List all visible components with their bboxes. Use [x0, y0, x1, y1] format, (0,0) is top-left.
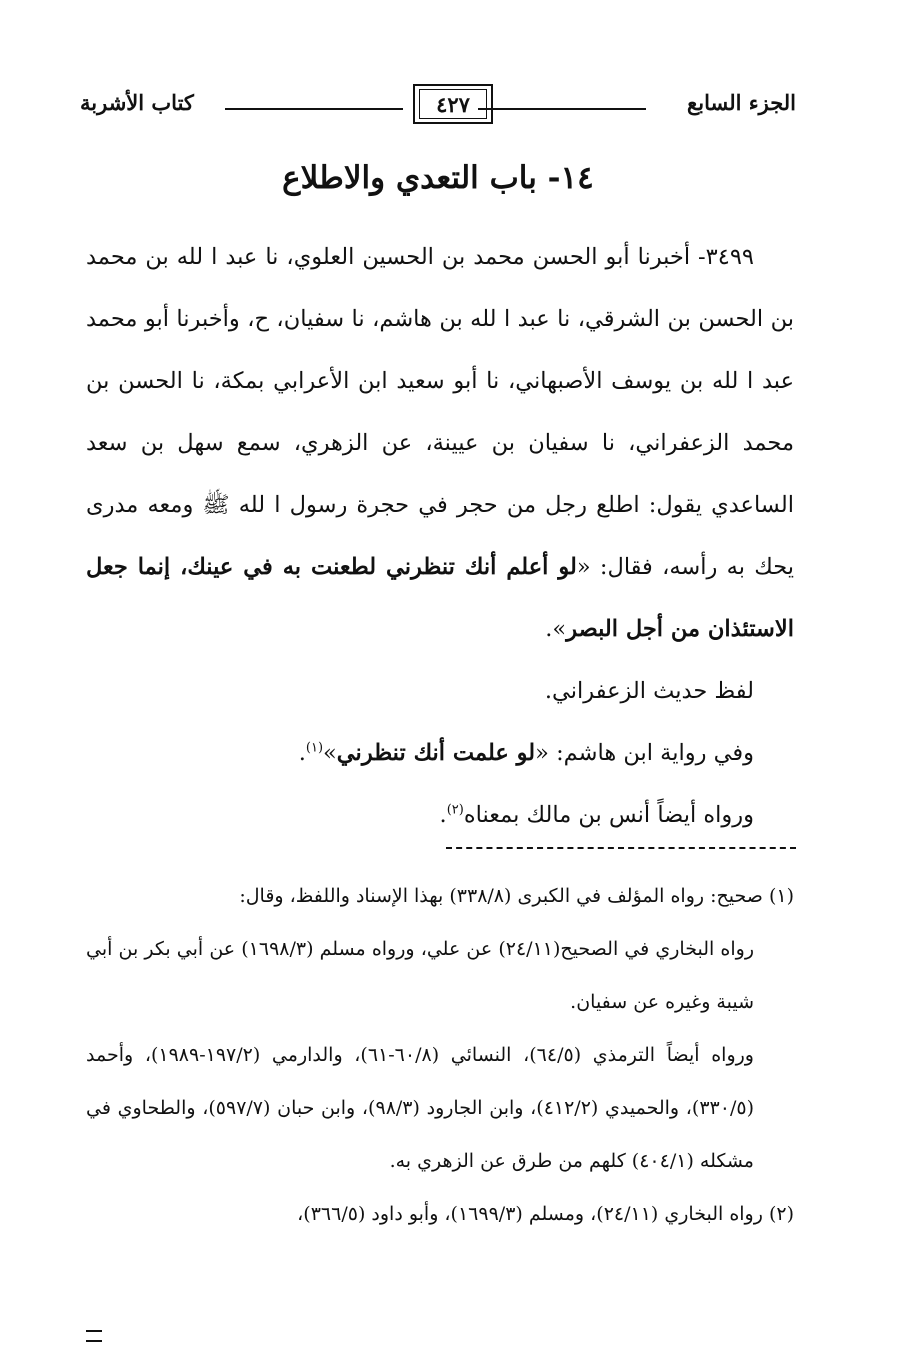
footnotes: [86, 870, 794, 1241]
footnote-1-line-2: رواه البخاري في الصحيح(٢٤/١١) عن علي، ورواه مسلم (١٦٩٨/٣) عن أبي بكر بن أبي شيبة وغيره عن سفيان.: [86, 938, 754, 1013]
anas-text: ورواه أيضاً أنس بن مالك بمعناه: [463, 802, 754, 828]
header-rule-left: [225, 108, 403, 110]
hadith-text: ٣٤٩٩- أخبرنا أبو الحسن محمد بن الحسين العلوي، نا عبد ا لله بن محمد بن الحسن بن الشرقي، نا عبد ا لله بن هاشم، نا سفيان، ح، وأخبرنا أبو محمد عبد ا لله بن يوسف الأصبهاني، نا أبو سعيد ابن الأعرابي بمكة، نا الحسن بن محمد الزعفراني، نا سفيان بن عيينة، عن الزهري، سمع سهل بن سعد الساعدي يقول: اطلع رجل من حجر في حجرة رسول ا لله ﷺ ومعه مدرى يحك به رأسه، فقال: «: [86, 244, 794, 580]
hadith-body: [86, 226, 794, 846]
footnote-separator: [446, 847, 796, 849]
ibn-hashim-intro: وفي رواية ابن هاشم: «: [535, 740, 754, 766]
note-anas: [86, 784, 794, 846]
header-volume: الجزء السابع: [687, 90, 796, 115]
ibn-hashim-close: »: [323, 740, 337, 766]
ibn-hashim-quote: لو علمت أنك تنظرني: [336, 740, 536, 766]
footnote-2: (٢) رواه البخاري (٢٤/١١)، ومسلم (١٦٩٩/٣)، وأبو داود (٣٦٦/٥)،: [297, 1203, 794, 1225]
hadith-paragraph: [86, 226, 794, 660]
page-number: ٤٢٧: [419, 89, 487, 119]
ibn-hashim-end: .: [298, 740, 306, 766]
footnote-1-line-1: (١) صحيح: رواه المؤلف في الكبرى (٣٣٨/٨) بهذا الإسناد واللفظ، وقال:: [239, 885, 794, 907]
hadith-quote-close: ».: [545, 616, 567, 642]
footnote-ref-1: (١): [305, 740, 324, 756]
note-ibn-hashim: [86, 722, 794, 784]
running-header: [80, 84, 796, 130]
note-zaafarani: لفظ حديث الزعفراني.: [544, 678, 754, 704]
continuation-mark: [86, 1330, 102, 1342]
chapter-title: ١٤- باب التعدي والاطلاع: [282, 160, 594, 196]
footnote-1-line-3: ورواه أيضاً الترمذي (٦٤/٥)، النسائي (٦٠/٨-٦١)، والدارمي (١٩٧/٢-١٩٨٩)، وأحمد (٣٣٠/٥)، والحميدي (٤١٢/٢)، وابن الجارود (٩٨/٣)، وابن حبان (٥٩٧/٧)، والطحاوي في مشكله (٤٠٤/١) كلهم من طرق عن الزهري به.: [86, 1044, 754, 1172]
header-rule-right: [478, 108, 646, 110]
page-number-box: [413, 84, 493, 124]
hadith-quote: لو أعلم أنك تنظرني لطعنت به في عينك، إنما جعل الاستئذان من أجل البصر: [86, 554, 794, 642]
header-book: كتاب الأشربة: [80, 90, 194, 115]
footnote-ref-2: (٢): [446, 802, 464, 818]
anas-end: .: [439, 802, 447, 828]
